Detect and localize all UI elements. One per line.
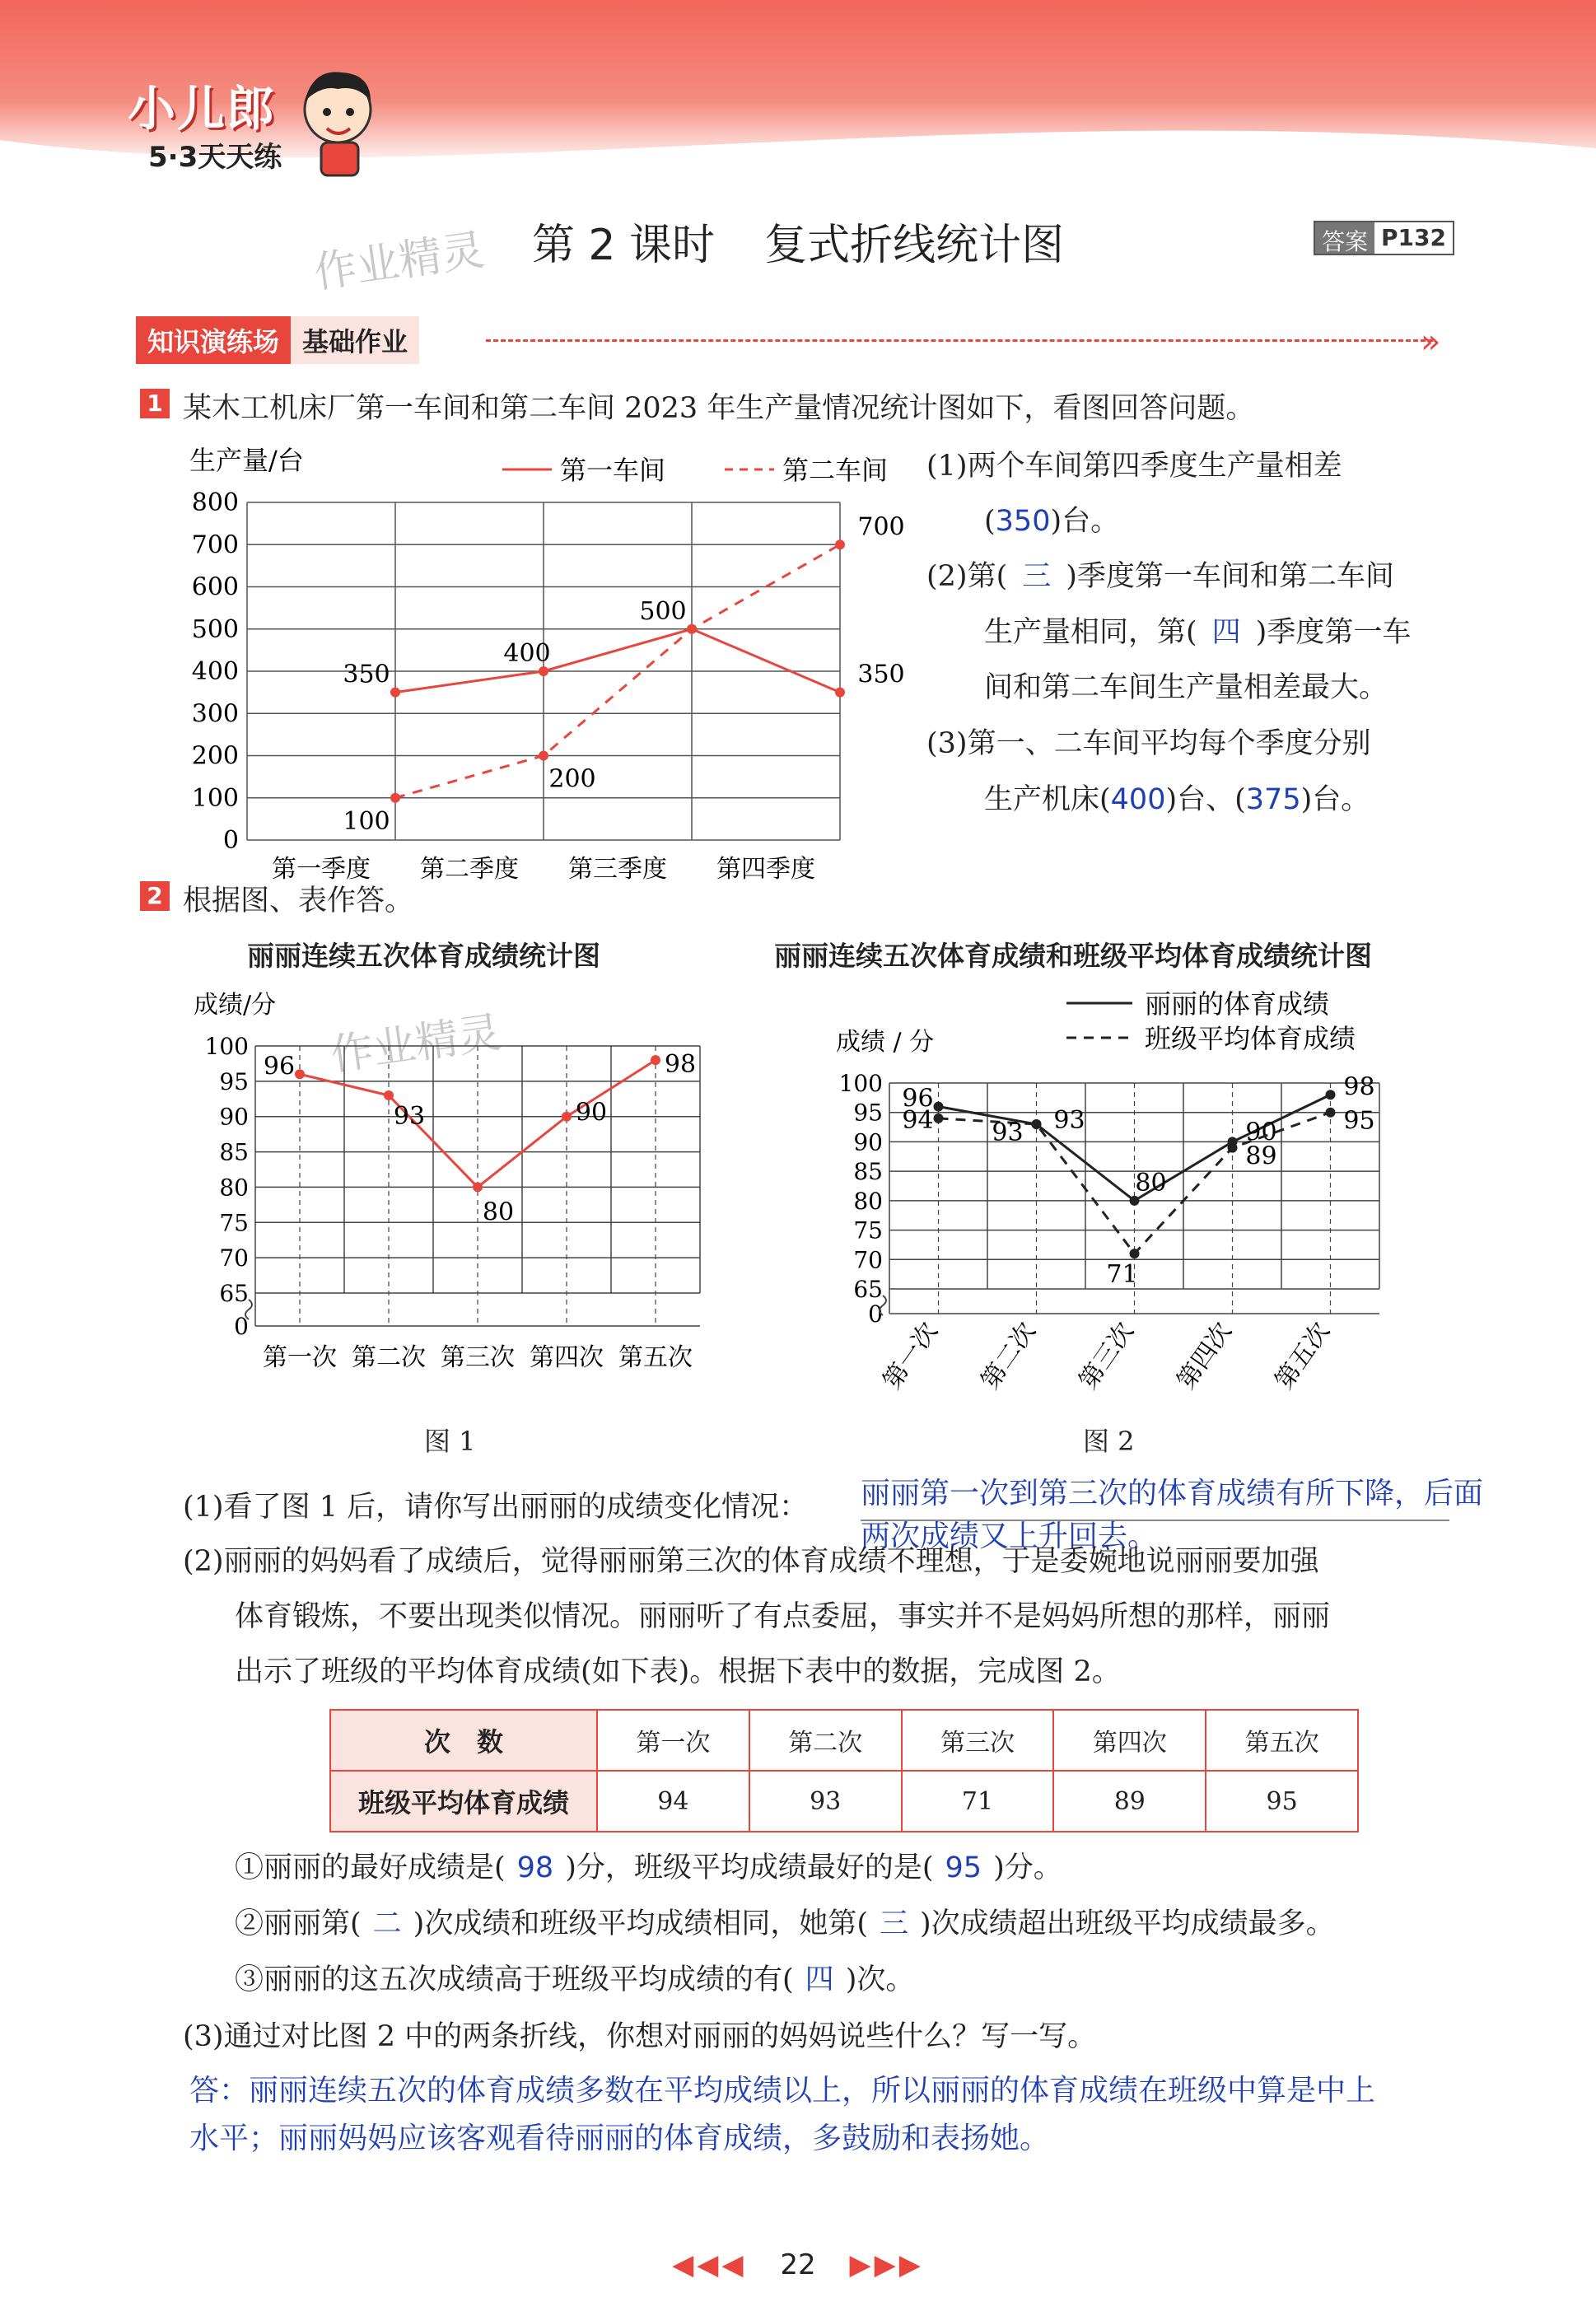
section-divider [486, 339, 1433, 342]
data-point [390, 793, 400, 803]
y-axis-label: 成绩/分 [194, 991, 277, 1020]
data-label: 400 [503, 639, 551, 668]
y-tick-label: 800 [191, 488, 239, 517]
data-label: 80 [482, 1198, 515, 1227]
q2-c2: ②丽丽第( 二 )次成绩和班级平均成绩相同，她第( 三 )次成绩超出班级平均成绩最多。 [235, 1907, 1335, 1940]
x-tick-label: 第五次 [1269, 1317, 1337, 1395]
y-tick-label: 400 [191, 657, 239, 686]
y-tick-label: 80 [853, 1187, 883, 1215]
x-tick-label: 第三次 [1073, 1317, 1141, 1395]
y-tick-label: 95 [853, 1099, 883, 1127]
data-label: 80 [1135, 1168, 1167, 1198]
data-point [390, 688, 400, 698]
x-tick-label: 第三季度 [568, 855, 667, 884]
data-point [934, 1113, 944, 1123]
question-1-number: 1 [140, 389, 170, 418]
table-cell: 第三次 [902, 1710, 1054, 1771]
data-label: 95 [1343, 1106, 1375, 1136]
y-axis-label: 生产量/台 [189, 445, 304, 476]
question-2-number: 2 [140, 881, 170, 911]
table-header-times: 次 数 [330, 1710, 597, 1771]
data-label: 90 [575, 1098, 608, 1127]
y-tick-label: 600 [191, 572, 239, 602]
x-tick-label: 第二次 [352, 1343, 426, 1372]
y-tick-label: 0 [234, 1313, 249, 1340]
q2-sub2-a: (2)丽丽的妈妈看了成绩后，觉得丽丽第三次的体育成绩不理想，于是委婉地说丽丽要加强 [183, 1545, 1319, 1578]
q2-sub1-answer-b: 两次成绩又上升回去。 [861, 1520, 1158, 1553]
data-label: 98 [664, 1050, 697, 1080]
answer-label: 答案 [1315, 222, 1374, 254]
data-label: 89 [1245, 1141, 1277, 1171]
data-label: 90 [1245, 1118, 1277, 1147]
x-tick-label: 第二次 [975, 1317, 1043, 1395]
legend-label: 第一车间 [560, 455, 666, 486]
table-cell: 95 [1206, 1771, 1358, 1832]
q1-sub2: (2)第( 三 )季度第一车间和第二车间 [926, 560, 1394, 593]
q2-sub3: (3)通过对比图 2 中的两条折线，你想对丽丽的妈妈说些什么？写一写。 [183, 2020, 1097, 2053]
q1-sub1-answer: (350)台。 [984, 505, 1120, 538]
q1-sub3-cont: 生产机床(400)台、(375)台。 [984, 783, 1370, 816]
data-label: 71 [1106, 1260, 1138, 1290]
data-point [562, 1112, 572, 1122]
y-tick-label: 300 [191, 699, 239, 729]
data-point [1326, 1090, 1336, 1099]
q1-sub3: (3)第一、二车间平均每个季度分别 [926, 727, 1371, 760]
chart-3 [819, 980, 1470, 1425]
table-cell: 89 [1053, 1771, 1206, 1832]
answer-page: P132 [1381, 224, 1446, 251]
table-cell: 71 [902, 1771, 1054, 1832]
mascot-icon [292, 64, 383, 180]
data-point [934, 1102, 944, 1112]
data-point [295, 1069, 305, 1079]
data-label: 350 [343, 660, 390, 689]
y-tick-label: 85 [853, 1158, 883, 1186]
y-tick-label: 90 [219, 1103, 249, 1131]
q1-sub2-cont: 生产量相同，第( 四 )季度第一车 [984, 616, 1412, 649]
table-cell: 94 [597, 1771, 749, 1832]
y-tick-label: 500 [191, 614, 239, 644]
figure-1-caption: 图 1 [424, 1426, 476, 1457]
data-label: 93 [1053, 1106, 1085, 1135]
page-number: 22 [780, 2248, 816, 2281]
y-tick-label: 95 [219, 1067, 249, 1095]
table-row [330, 1771, 1358, 1832]
x-tick-label: 第三次 [441, 1343, 515, 1372]
data-point [1326, 1108, 1336, 1118]
x-tick-label: 第五次 [618, 1343, 693, 1372]
table-cell: 第四次 [1053, 1710, 1206, 1771]
series-line-1 [395, 629, 840, 693]
data-point [1130, 1249, 1140, 1258]
table-cell: 第五次 [1206, 1710, 1358, 1771]
section-tag: 知识演练场 [136, 316, 291, 364]
lesson-number: 第 2 课时 [531, 221, 716, 270]
question-2-prompt: 根据图、表作答。 [183, 885, 414, 917]
data-point [651, 1055, 660, 1065]
y-tick-label: 0 [222, 826, 239, 855]
y-tick-label: 65 [219, 1280, 249, 1307]
q1-sub2-end: 间和第二车间生产量相差最大。 [984, 671, 1388, 704]
data-label: 96 [263, 1052, 296, 1081]
x-tick-label: 第四次 [530, 1343, 604, 1372]
legend-label: 第二车间 [782, 455, 889, 486]
chart-2-title: 丽丽连续五次体育成绩统计图 [247, 940, 600, 972]
y-tick-label: 70 [853, 1246, 883, 1274]
y-tick-label: 100 [191, 783, 239, 813]
q2-fill-class-best: 95 [945, 1851, 982, 1884]
q2-fill-same: 二 [372, 1907, 402, 1940]
series-name: 5·3天天练 [148, 141, 282, 174]
watermark: 作业精灵 [310, 225, 488, 299]
q1-fill-avg1: 400 [1110, 783, 1166, 816]
table-row [330, 1710, 1358, 1771]
data-point [687, 624, 697, 634]
x-tick-label: 第一次 [877, 1317, 945, 1395]
question-1-prompt: 某木工机床厂第一车间和第二车间 2023 年生产量情况统计图如下，看图回答问题。 [183, 392, 1255, 425]
q2-fill-most: 三 [879, 1907, 908, 1940]
q2-c3: ③丽丽的这五次成绩高于班级平均成绩的有( 四 )次。 [235, 1963, 915, 1996]
q2-sub3-answer-a: 答：丽丽连续五次的体育成绩多数在平均成绩以上，所以丽丽的体育成绩在班级中算是中上 [189, 2074, 1376, 2108]
q1-sub1: (1)两个车间第四季度生产量相差 [926, 450, 1342, 483]
data-point [835, 688, 845, 698]
y-tick-label: 85 [219, 1138, 249, 1166]
data-point [835, 539, 845, 549]
y-tick-label: 90 [853, 1128, 883, 1156]
data-point [1032, 1119, 1042, 1129]
y-tick-label: 80 [219, 1174, 249, 1202]
q2-sub2-b: 体育锻炼，不要出现类似情况。丽丽听了有点委屈，事实并不是妈妈所想的那样，丽丽 [235, 1600, 1331, 1633]
brand-logo: 小儿郎 [128, 81, 277, 137]
q1-fill-diff: 350 [995, 505, 1051, 538]
y-tick-label: 700 [191, 530, 239, 560]
data-label: 500 [639, 596, 687, 626]
score-table [329, 1709, 1359, 1832]
legend-label: 班级平均体育成绩 [1145, 1023, 1356, 1054]
legend-label: 丽丽的体育成绩 [1145, 988, 1330, 1020]
data-label: 93 [992, 1118, 1024, 1147]
figure-2-caption: 图 2 [1083, 1426, 1135, 1457]
q2-sub2-c: 出示了班级的平均体育成绩(如下表)。根据下表中的数据，完成图 2。 [235, 1655, 1121, 1688]
y-tick-label: 100 [204, 1033, 249, 1060]
q2-sub1: (1)看了图 1 后，请你写出丽丽的成绩变化情况： [183, 1491, 809, 1524]
section-name: 基础作业 [291, 316, 419, 364]
prev-arrows-icon: ◀◀◀ [672, 2248, 747, 2281]
x-tick-label: 第四季度 [716, 855, 815, 884]
chart-1 [165, 437, 931, 884]
section-bar [136, 320, 419, 361]
section-arrow-icon: » [1421, 323, 1441, 361]
data-point [384, 1090, 394, 1100]
lesson-topic: 复式折线统计图 [764, 221, 1065, 270]
next-arrows-icon: ▶▶▶ [849, 2248, 924, 2281]
pagination [0, 2248, 1596, 2281]
chart-3-title: 丽丽连续五次体育成绩和班级平均体育成绩统计图 [774, 940, 1372, 972]
x-tick-label: 第一次 [263, 1343, 337, 1372]
q1-fill-max: 四 [1211, 616, 1241, 649]
answer-tag [1314, 221, 1454, 255]
y-tick-label: 100 [838, 1070, 883, 1097]
q2-c1: ①丽丽的最好成绩是( 98 )分，班级平均成绩最好的是( 95 )分。 [235, 1851, 1062, 1884]
data-label: 100 [343, 806, 390, 836]
x-tick-label: 第四次 [1171, 1317, 1239, 1395]
data-label: 700 [857, 512, 905, 542]
y-tick-label: 0 [868, 1300, 883, 1328]
q1-fill-avg2: 375 [1245, 783, 1301, 816]
data-label: 93 [393, 1102, 426, 1131]
q1-fill-same: 三 [1022, 560, 1052, 593]
data-label: 98 [1343, 1072, 1375, 1102]
y-axis-label: 成绩 / 分 [836, 1028, 935, 1057]
data-point [539, 751, 548, 761]
data-point [473, 1182, 483, 1192]
q2-sub1-answer-a: 丽丽第一次到第三次的体育成绩有所下降，后面 [861, 1477, 1484, 1510]
x-tick-label: 第二季度 [420, 855, 519, 884]
watermark-2: 作业精灵 [327, 1007, 504, 1081]
data-point [1228, 1143, 1238, 1153]
y-tick-label: 65 [853, 1276, 883, 1303]
y-tick-label: 75 [219, 1209, 249, 1237]
table-cell: 第二次 [749, 1710, 902, 1771]
q2-fill-higher: 四 [805, 1963, 834, 1996]
data-label: 94 [902, 1105, 934, 1135]
data-label: 200 [548, 764, 596, 794]
data-label: 350 [857, 660, 905, 689]
y-tick-label: 200 [191, 741, 239, 771]
y-tick-label: 75 [853, 1216, 883, 1244]
table-cell: 第一次 [597, 1710, 749, 1771]
q2-sub3-answer-b: 水平；丽丽妈妈应该客观看待丽丽的体育成绩，多鼓励和表扬她。 [189, 2122, 1050, 2155]
chart-2 [185, 980, 721, 1392]
q2-fill-best: 98 [516, 1851, 554, 1884]
table-cell: 93 [749, 1771, 902, 1832]
y-tick-label: 70 [219, 1244, 249, 1272]
data-label: 96 [902, 1084, 934, 1113]
table-header-avg: 班级平均体育成绩 [330, 1771, 597, 1832]
x-tick-label: 第一季度 [272, 855, 371, 884]
